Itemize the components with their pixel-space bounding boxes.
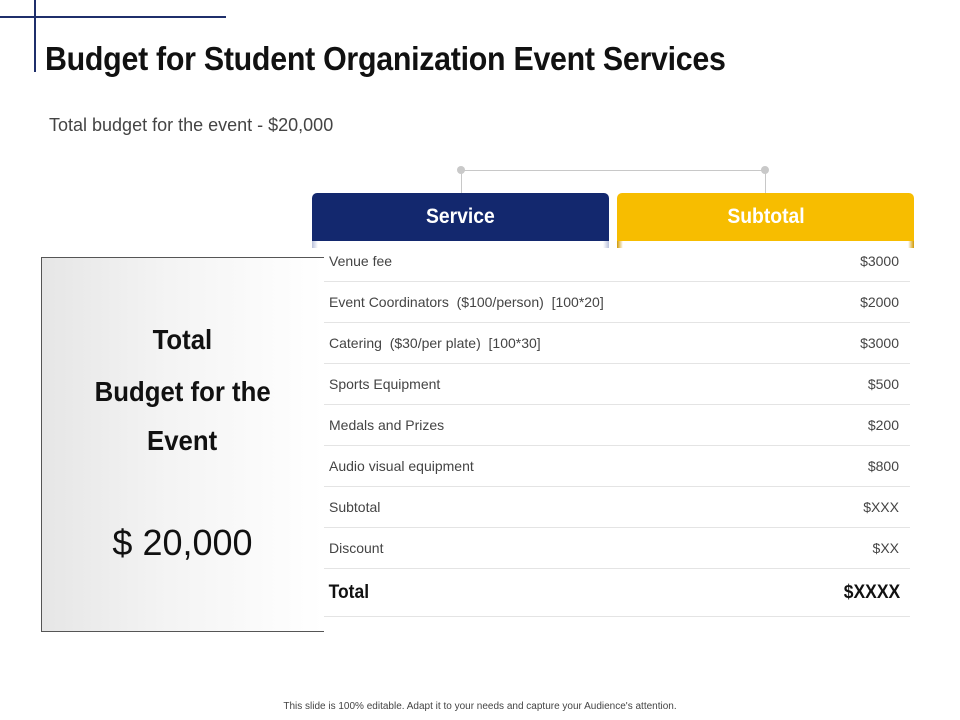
row-service: Discount	[329, 540, 384, 556]
card-budget-amount: $ 20,000	[112, 522, 253, 563]
table-row	[324, 241, 910, 282]
footer-note: This slide is 100% editable. Adapt it to your needs and capture your Audience's attention.	[283, 701, 677, 712]
corner-accent-vertical	[34, 0, 36, 72]
budget-table	[324, 241, 910, 617]
service-column-header	[312, 193, 609, 241]
card-line-total: Total	[152, 324, 213, 355]
row-amount: $3000	[860, 253, 899, 269]
header-connector-line	[461, 170, 765, 171]
row-amount: $200	[867, 417, 899, 433]
corner-accent-horizontal	[0, 16, 226, 18]
slide-title: Budget for Student Organization Event Services	[45, 40, 726, 77]
service-header-label: Service	[426, 205, 495, 228]
row-service: Event Coordinators ($100/person) [100*20]	[329, 294, 604, 310]
row-amount: $3000	[860, 335, 899, 351]
table-row	[324, 446, 910, 487]
row-service: Catering ($30/per plate) [100*30]	[329, 335, 541, 351]
row-service: Subtotal	[329, 499, 381, 515]
row-amount: $XXX	[863, 499, 899, 515]
row-service: Audio visual equipment	[329, 458, 474, 474]
row-service: Venue fee	[329, 253, 393, 269]
total-label: Total	[328, 581, 370, 603]
row-amount: $2000	[860, 294, 899, 310]
connector-dot-service	[457, 166, 465, 174]
card-line-event: Event	[147, 425, 218, 456]
row-service: Medals and Prizes	[329, 417, 445, 433]
table-row	[324, 282, 910, 323]
table-row	[324, 364, 910, 405]
subtotal-header-label: Subtotal	[726, 205, 805, 228]
subtotal-column-header	[617, 193, 914, 241]
row-amount: $500	[867, 376, 899, 392]
total-amount: $XXXX	[843, 581, 900, 603]
row-service: Sports Equipment	[329, 376, 441, 392]
row-amount: $XX	[872, 540, 899, 556]
table-row	[324, 323, 910, 364]
card-line-budget: Budget for the	[94, 376, 271, 407]
row-amount: $800	[867, 458, 899, 474]
slide-subtitle: Total budget for the event - $20,000	[49, 115, 334, 135]
table-row	[324, 405, 910, 446]
table-row-total	[324, 569, 910, 617]
table-row-discount	[324, 528, 910, 569]
connector-dot-subtotal	[761, 166, 769, 174]
table-row-subtotal	[324, 487, 910, 528]
